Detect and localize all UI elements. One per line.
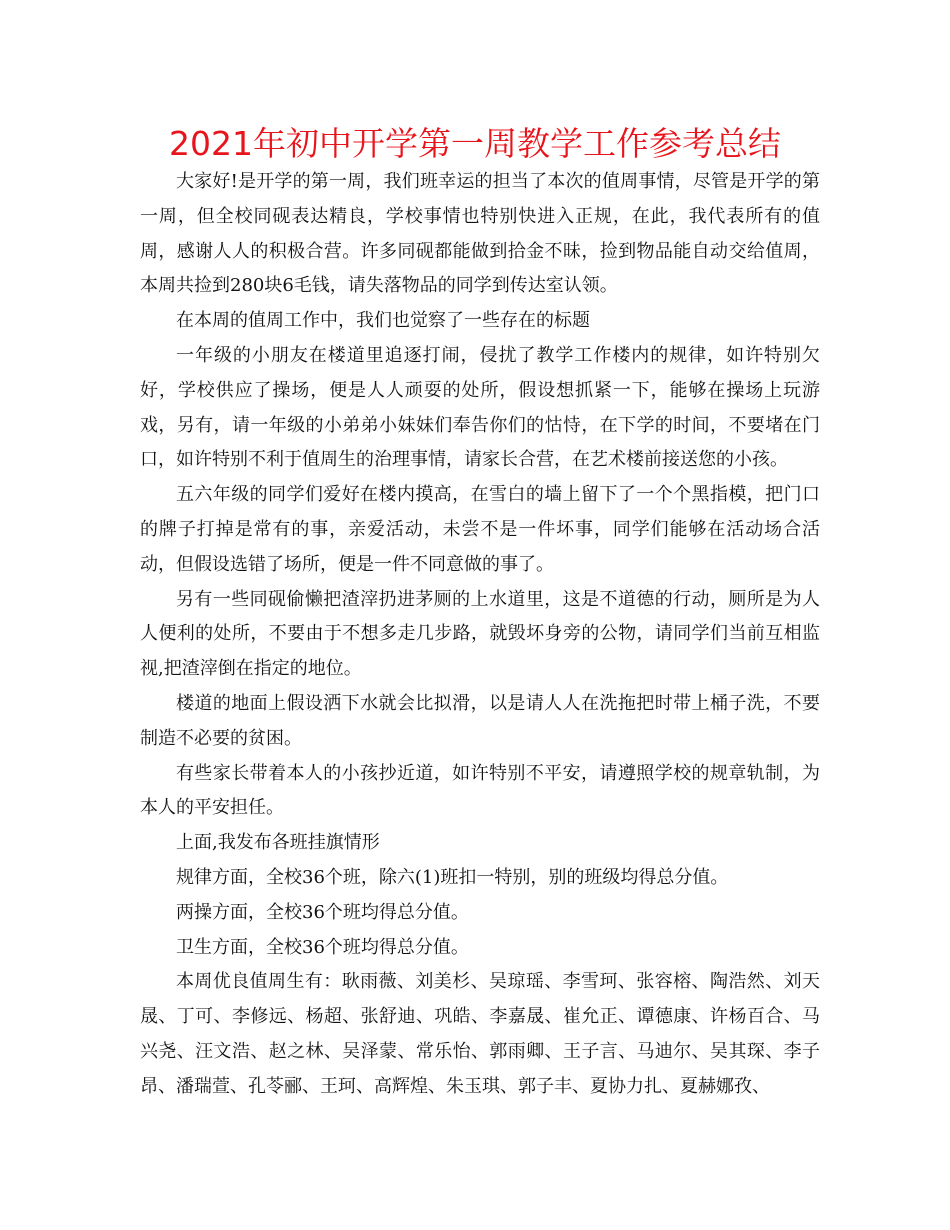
document-title: 2021年初中开学第一周教学工作参考总结	[169, 124, 781, 163]
paragraph: 卫生方面，全校36个班均得总分值。	[176, 936, 469, 958]
paragraph: 有些家长带着本人的小孩抄近道，如许特别不平安，请遵照学校的规章轨制，为本人的平安担任。	[140, 762, 820, 819]
paragraph: 两操方面，全校36个班均得总分值。	[176, 901, 469, 923]
paragraph: 规律方面，全校36个班，除六(1)班扣一特别，别的班级均得总分值。	[176, 866, 729, 888]
paragraph: 五六年级的同学们爱好在楼内摸高，在雪白的墙上留下了一个个黑指模，把门口的牌子打掉是常有的事，亲爱活动，未尝不是一件坏事，同学们能够在活动场合活动，但假设选错了场所，便是一件不同意做的事了。	[140, 484, 820, 575]
paragraph: 本周优良值周生有：耿雨薇、刘美杉、吴琼瑶、李雪珂、张容榕、陶浩然、刘天晟、丁可、李修远、杨超、张舒迪、巩皓、李嘉晟、崔允正、谭德康、许杨百合、马兴尧、汪文浩、赵之林、吴泽蒙、常乐怡、郭雨卿、王子言、马迪尔、吴其琛、李子昂、潘瑞萱、孔苓郦、王珂、高辉煌、朱玉琪、郭子丰、夏协力扎、夏赫娜孜、	[140, 971, 820, 1097]
paragraph: 楼道的地面上假设洒下水就会比拟滑，以是请人人在洗拖把时带上桶子洗，不要制造不必要的贫困。	[140, 692, 820, 749]
paragraph: 另有一些同砚偷懒把渣滓扔进茅厕的上水道里，这是不道德的行动，厕所是为人人便利的处所，不要由于不想多走几步路，就毁坏身旁的公物，请同学们当前互相监视,把渣滓倒在指定的地位。	[140, 588, 820, 680]
paragraph: 一年级的小朋友在楼道里追逐打闹，侵扰了教学工作楼内的规律，如许特别欠好，学校供应了操场，便是人人顽耍的处所，假设想抓紧一下，能够在操场上玩游戏，另有，请一年级的小弟弟小妹妹们奉告你们的怙恃，在下学的时间，不要堵在门口，如许特别不利于值周生的治理事情，请家长合营，在艺术楼前接送您的小孩。	[140, 344, 820, 471]
paragraph: 大家好!是开学的第一周，我们班幸运的担当了本次的值周事情，尽管是开学的第一周，但全校同砚表达精良，学校事情也特别快进入正规，在此，我代表所有的值周，感谢人人的积极合营。许多同砚都能做到拾金不昧，捡到物品能自动交给值周，本周共捡到280块6毛钱，请失落物品的同学到传达室认领。	[140, 171, 820, 297]
paragraph: 在本周的值周工作中，我们也觉察了一些存在的标题	[176, 310, 590, 332]
document-body	[140, 165, 820, 1105]
paragraph: 上面,我发布各班挂旗情形	[176, 832, 380, 854]
